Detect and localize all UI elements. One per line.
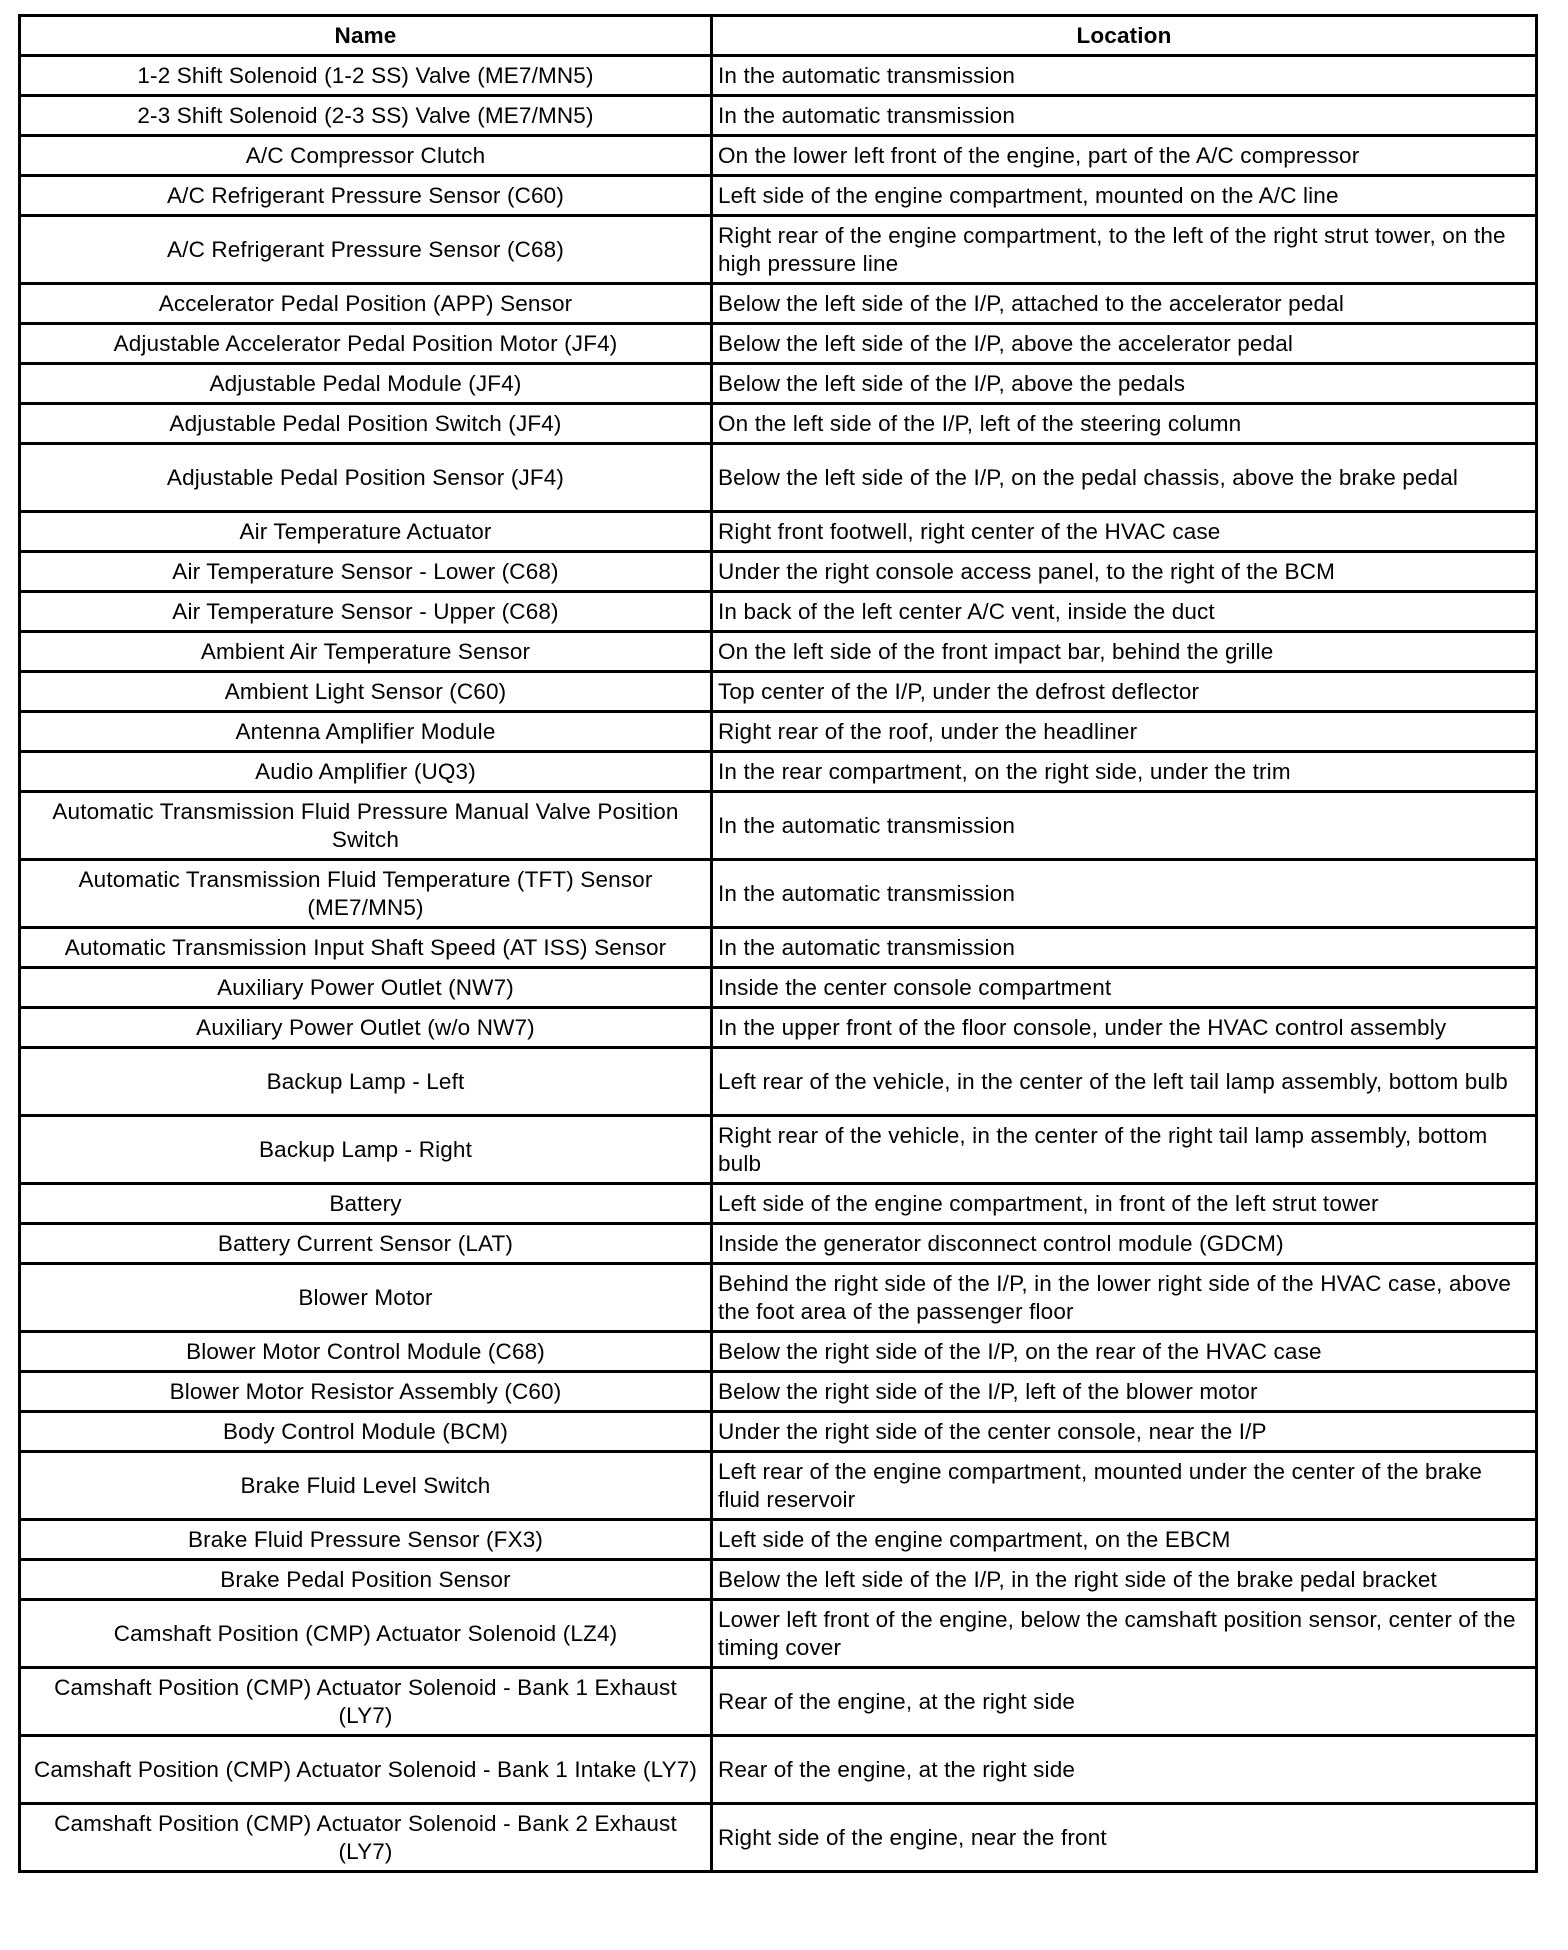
table-row bbox=[20, 512, 1537, 552]
component-location-cell: Below the right side of the I/P, on the rear of the HVAC case bbox=[712, 1332, 1537, 1372]
component-name-cell: Ambient Light Sensor (C60) bbox=[20, 672, 712, 712]
component-location-cell: Left rear of the engine compartment, mounted under the center of the brake fluid reservoir bbox=[712, 1452, 1537, 1520]
component-location-cell: Below the right side of the I/P, left of the blower motor bbox=[712, 1372, 1537, 1412]
component-name-cell: Battery Current Sensor (LAT) bbox=[20, 1224, 712, 1264]
component-location-cell: Below the left side of the I/P, above the accelerator pedal bbox=[712, 324, 1537, 364]
table-row bbox=[20, 216, 1537, 284]
component-name-cell: A/C Compressor Clutch bbox=[20, 136, 712, 176]
table-row bbox=[20, 136, 1537, 176]
table-row bbox=[20, 444, 1537, 512]
table-row bbox=[20, 364, 1537, 404]
component-name-cell: Camshaft Position (CMP) Actuator Solenoid - Bank 2 Exhaust (LY7) bbox=[20, 1804, 712, 1872]
table-row bbox=[20, 324, 1537, 364]
table-row bbox=[20, 1560, 1537, 1600]
component-location-cell: In the automatic transmission bbox=[712, 860, 1537, 928]
table-body bbox=[20, 56, 1537, 1872]
component-location-cell: Right rear of the roof, under the headliner bbox=[712, 712, 1537, 752]
component-name-cell: Battery bbox=[20, 1184, 712, 1224]
component-name-cell: A/C Refrigerant Pressure Sensor (C68) bbox=[20, 216, 712, 284]
component-name-cell: Ambient Air Temperature Sensor bbox=[20, 632, 712, 672]
component-name-cell: Auxiliary Power Outlet (w/o NW7) bbox=[20, 1008, 712, 1048]
table-row bbox=[20, 1008, 1537, 1048]
column-header-name: Name bbox=[20, 16, 712, 56]
component-name-cell: Backup Lamp - Left bbox=[20, 1048, 712, 1116]
component-location-cell: Rear of the engine, at the right side bbox=[712, 1736, 1537, 1804]
component-name-cell: Automatic Transmission Fluid Temperature (TFT) Sensor (ME7/MN5) bbox=[20, 860, 712, 928]
component-name-cell: Adjustable Accelerator Pedal Position Motor (JF4) bbox=[20, 324, 712, 364]
component-location-cell: In the rear compartment, on the right side, under the trim bbox=[712, 752, 1537, 792]
component-location-cell: Right front footwell, right center of the HVAC case bbox=[712, 512, 1537, 552]
component-location-cell: Below the left side of the I/P, above the pedals bbox=[712, 364, 1537, 404]
component-name-cell: Adjustable Pedal Position Switch (JF4) bbox=[20, 404, 712, 444]
table-header bbox=[20, 16, 1537, 56]
component-location-cell: On the left side of the front impact bar, behind the grille bbox=[712, 632, 1537, 672]
component-location-cell: Under the right side of the center console, near the I/P bbox=[712, 1412, 1537, 1452]
table-row bbox=[20, 1520, 1537, 1560]
component-name-cell: Air Temperature Actuator bbox=[20, 512, 712, 552]
component-location-cell: Under the right console access panel, to the right of the BCM bbox=[712, 552, 1537, 592]
component-location-cell: In the automatic transmission bbox=[712, 56, 1537, 96]
table-row bbox=[20, 632, 1537, 672]
table-row bbox=[20, 672, 1537, 712]
component-name-cell: Automatic Transmission Input Shaft Speed (AT ISS) Sensor bbox=[20, 928, 712, 968]
component-location-cell: Below the left side of the I/P, in the right side of the brake pedal bracket bbox=[712, 1560, 1537, 1600]
component-name-cell: Air Temperature Sensor - Upper (C68) bbox=[20, 592, 712, 632]
component-name-cell: Camshaft Position (CMP) Actuator Solenoid (LZ4) bbox=[20, 1600, 712, 1668]
component-location-cell: Right rear of the engine compartment, to the left of the right strut tower, on the high pressure line bbox=[712, 216, 1537, 284]
component-name-cell: Brake Pedal Position Sensor bbox=[20, 1560, 712, 1600]
table-row bbox=[20, 1332, 1537, 1372]
column-header-location: Location bbox=[712, 16, 1537, 56]
component-name-cell: Accelerator Pedal Position (APP) Sensor bbox=[20, 284, 712, 324]
table-row bbox=[20, 552, 1537, 592]
table-row bbox=[20, 1224, 1537, 1264]
component-location-cell: Top center of the I/P, under the defrost deflector bbox=[712, 672, 1537, 712]
component-location-cell: Lower left front of the engine, below the camshaft position sensor, center of the timing cover bbox=[712, 1600, 1537, 1668]
component-location-cell: In the upper front of the floor console, under the HVAC control assembly bbox=[712, 1008, 1537, 1048]
header-row bbox=[20, 16, 1537, 56]
component-location-cell: In the automatic transmission bbox=[712, 96, 1537, 136]
component-name-cell: Brake Fluid Pressure Sensor (FX3) bbox=[20, 1520, 712, 1560]
component-location-cell: Rear of the engine, at the right side bbox=[712, 1668, 1537, 1736]
component-location-cell: Left side of the engine compartment, mounted on the A/C line bbox=[712, 176, 1537, 216]
component-name-cell: A/C Refrigerant Pressure Sensor (C60) bbox=[20, 176, 712, 216]
component-location-cell: Right side of the engine, near the front bbox=[712, 1804, 1537, 1872]
component-name-cell: Backup Lamp - Right bbox=[20, 1116, 712, 1184]
table-row bbox=[20, 1412, 1537, 1452]
table-row bbox=[20, 752, 1537, 792]
component-name-cell: Audio Amplifier (UQ3) bbox=[20, 752, 712, 792]
table-row bbox=[20, 1668, 1537, 1736]
table-row bbox=[20, 1184, 1537, 1224]
table-row bbox=[20, 56, 1537, 96]
component-name-cell: Auxiliary Power Outlet (NW7) bbox=[20, 968, 712, 1008]
component-name-cell: Camshaft Position (CMP) Actuator Solenoid - Bank 1 Exhaust (LY7) bbox=[20, 1668, 712, 1736]
table-row bbox=[20, 1804, 1537, 1872]
table-row bbox=[20, 1736, 1537, 1804]
table-row bbox=[20, 1116, 1537, 1184]
component-location-cell: In the automatic transmission bbox=[712, 928, 1537, 968]
table-row bbox=[20, 1600, 1537, 1668]
component-location-cell: Inside the center console compartment bbox=[712, 968, 1537, 1008]
component-name-cell: Body Control Module (BCM) bbox=[20, 1412, 712, 1452]
component-name-cell: Air Temperature Sensor - Lower (C68) bbox=[20, 552, 712, 592]
component-name-cell: Blower Motor Resistor Assembly (C60) bbox=[20, 1372, 712, 1412]
table-row bbox=[20, 1452, 1537, 1520]
component-location-cell: Left rear of the vehicle, in the center of the left tail lamp assembly, bottom bulb bbox=[712, 1048, 1537, 1116]
component-location-cell: In the automatic transmission bbox=[712, 792, 1537, 860]
component-name-cell: Adjustable Pedal Module (JF4) bbox=[20, 364, 712, 404]
table-row bbox=[20, 712, 1537, 752]
table-row bbox=[20, 96, 1537, 136]
component-location-cell: Below the left side of the I/P, on the pedal chassis, above the brake pedal bbox=[712, 444, 1537, 512]
component-name-cell: Blower Motor Control Module (C68) bbox=[20, 1332, 712, 1372]
table-row bbox=[20, 284, 1537, 324]
component-location-table bbox=[18, 14, 1538, 1873]
component-location-cell: Left side of the engine compartment, on the EBCM bbox=[712, 1520, 1537, 1560]
component-location-cell: Behind the right side of the I/P, in the lower right side of the HVAC case, above the foot area of the passenger floor bbox=[712, 1264, 1537, 1332]
table-row bbox=[20, 1048, 1537, 1116]
component-location-cell: Inside the generator disconnect control module (GDCM) bbox=[712, 1224, 1537, 1264]
table-row bbox=[20, 1372, 1537, 1412]
component-location-cell: Right rear of the vehicle, in the center of the right tail lamp assembly, bottom bulb bbox=[712, 1116, 1537, 1184]
table-row bbox=[20, 592, 1537, 632]
table-row bbox=[20, 860, 1537, 928]
table-row bbox=[20, 1264, 1537, 1332]
component-name-cell: 1-2 Shift Solenoid (1-2 SS) Valve (ME7/MN5) bbox=[20, 56, 712, 96]
component-location-cell: On the left side of the I/P, left of the steering column bbox=[712, 404, 1537, 444]
table-row bbox=[20, 404, 1537, 444]
component-name-cell: 2-3 Shift Solenoid (2-3 SS) Valve (ME7/MN5) bbox=[20, 96, 712, 136]
component-name-cell: Brake Fluid Level Switch bbox=[20, 1452, 712, 1520]
component-location-cell: Below the left side of the I/P, attached to the accelerator pedal bbox=[712, 284, 1537, 324]
component-location-cell: In back of the left center A/C vent, inside the duct bbox=[712, 592, 1537, 632]
table-row bbox=[20, 792, 1537, 860]
component-name-cell: Adjustable Pedal Position Sensor (JF4) bbox=[20, 444, 712, 512]
table-row bbox=[20, 928, 1537, 968]
component-name-cell: Blower Motor bbox=[20, 1264, 712, 1332]
component-name-cell: Automatic Transmission Fluid Pressure Manual Valve Position Switch bbox=[20, 792, 712, 860]
table-row bbox=[20, 176, 1537, 216]
component-name-cell: Camshaft Position (CMP) Actuator Solenoid - Bank 1 Intake (LY7) bbox=[20, 1736, 712, 1804]
component-location-cell: On the lower left front of the engine, part of the A/C compressor bbox=[712, 136, 1537, 176]
table-row bbox=[20, 968, 1537, 1008]
component-location-cell: Left side of the engine compartment, in front of the left strut tower bbox=[712, 1184, 1537, 1224]
component-name-cell: Antenna Amplifier Module bbox=[20, 712, 712, 752]
